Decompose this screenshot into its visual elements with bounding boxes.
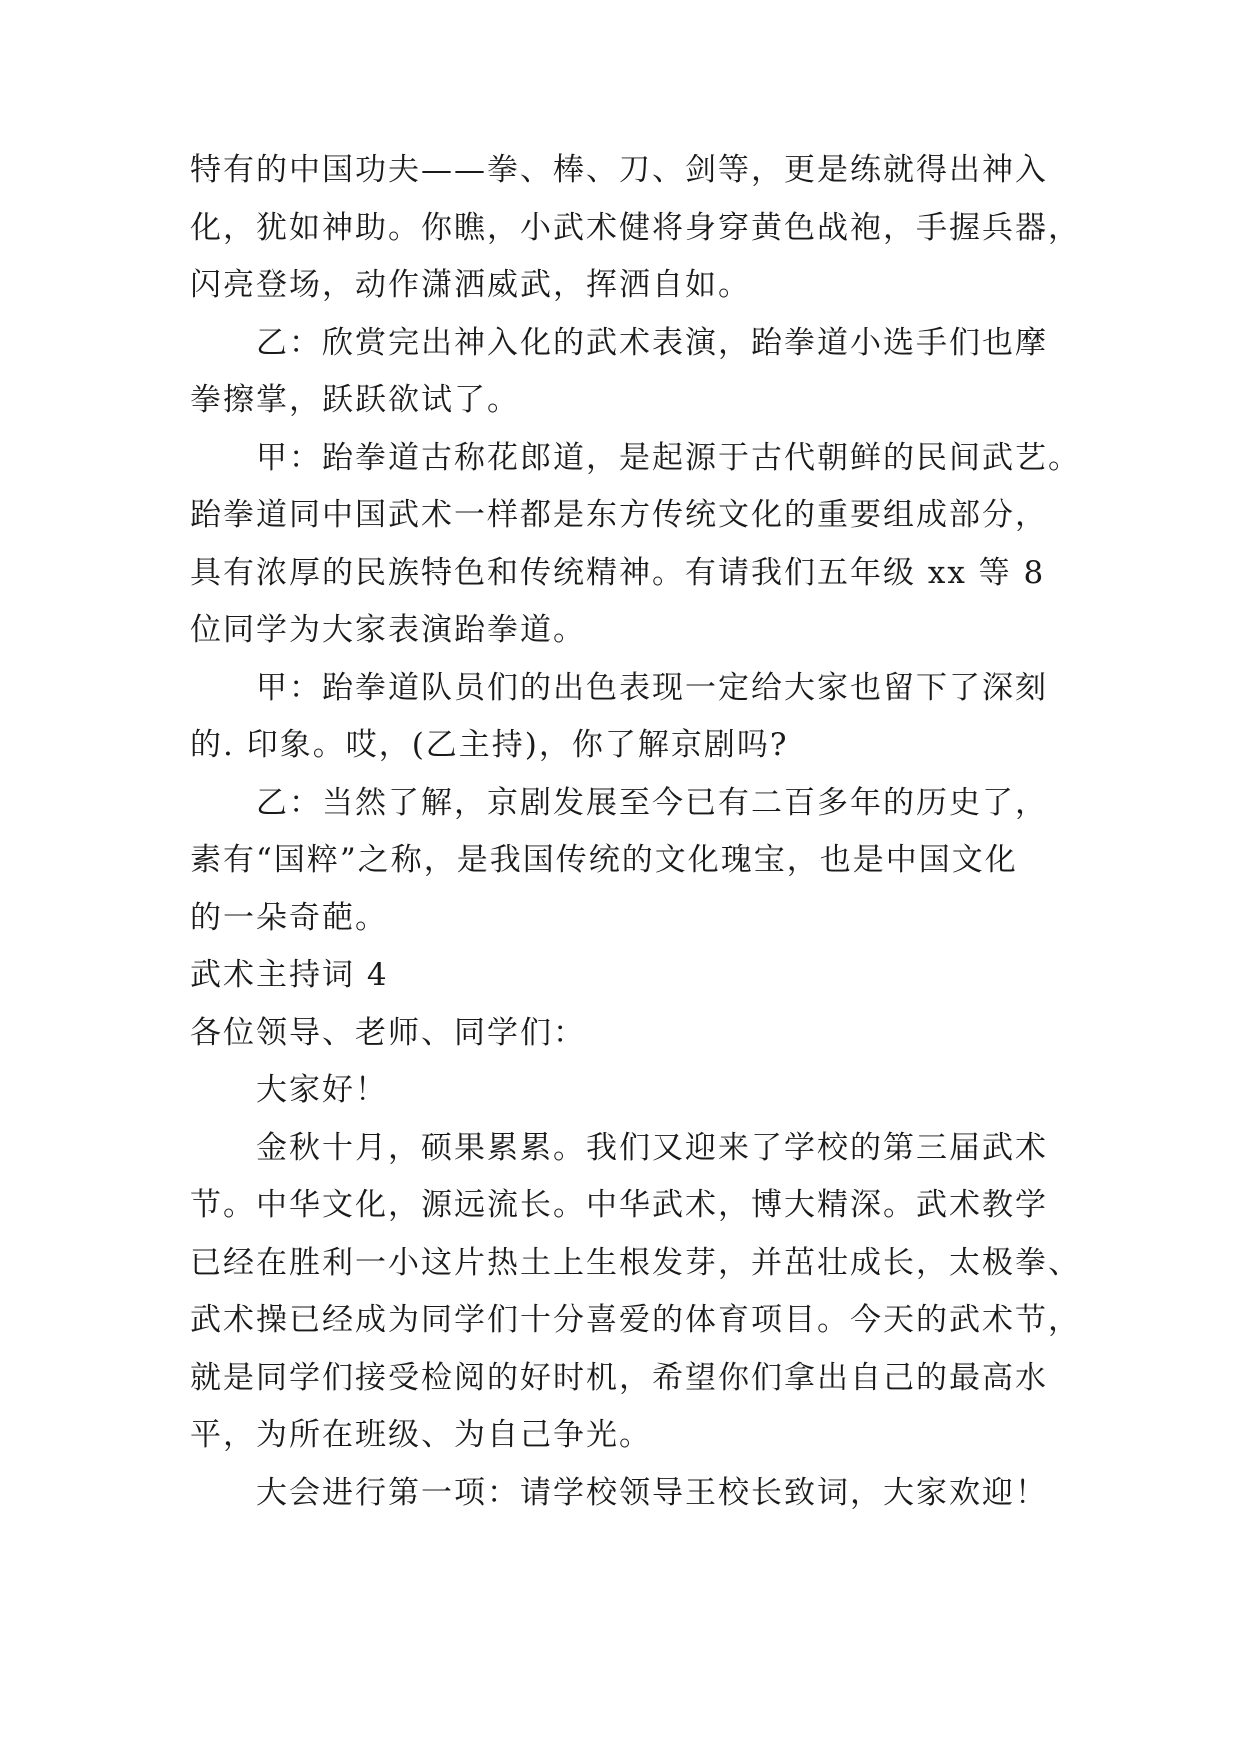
paragraph-line: 武术操已经成为同学们十分喜爱的体育项目。今天的武术节，	[190, 1302, 1081, 1338]
paragraph-line: 拳擦掌，跃跃欲试了。	[190, 382, 520, 418]
paragraph-line: 特有的中国功夫——拳、棒、刀、剑等，更是练就得出神入	[190, 152, 1048, 188]
paragraph-line: 甲：跆拳道队员们的出色表现一定给大家也留下了深刻	[256, 670, 1048, 706]
section-heading: 武术主持词 4	[190, 957, 389, 993]
paragraph-line: 乙：当然了解，京剧发展至今已有二百多年的历史了，	[256, 785, 1048, 821]
paragraph-line: 就是同学们接受检阅的好时机，希望你们拿出自己的最高水	[190, 1360, 1048, 1396]
greeting: 大家好！	[256, 1072, 388, 1108]
paragraph-line: 闪亮登场，动作潇洒威武，挥洒自如。	[190, 267, 751, 303]
paragraph-line: 已经在胜利一小这片热土上生根发芽，并茁壮成长，太极拳、	[190, 1245, 1081, 1281]
salutation: 各位领导、老师、同学们：	[190, 1015, 586, 1051]
paragraph-line: 平，为所在班级、为自己争光。	[190, 1417, 652, 1453]
paragraph-line: 具有浓厚的民族特色和传统精神。有请我们五年级 xx 等 8	[190, 555, 1046, 591]
paragraph-line: 的. 印象。哎，(乙主持)，你了解京剧吗?	[190, 727, 789, 763]
paragraph-line: 素有“国粹”之称，是我国传统的文化瑰宝，也是中国文化	[190, 842, 1018, 878]
paragraph-line: 甲：跆拳道古称花郎道，是起源于古代朝鲜的民间武艺。	[256, 440, 1081, 476]
paragraph-line: 节。中华文化，源远流长。中华武术，博大精深。武术教学	[190, 1187, 1048, 1223]
paragraph-line: 跆拳道同中国武术一样都是东方传统文化的重要组成部分，	[190, 497, 1048, 533]
paragraph-line: 乙：欣赏完出神入化的武术表演，跆拳道小选手们也摩	[256, 325, 1048, 361]
paragraph-line: 大会进行第一项：请学校领导王校长致词，大家欢迎！	[256, 1475, 1048, 1511]
paragraph-line: 的一朵奇葩。	[190, 900, 388, 936]
paragraph-line: 位同学为大家表演跆拳道。	[190, 612, 586, 648]
paragraph-line: 金秋十月，硕果累累。我们又迎来了学校的第三届武术	[256, 1130, 1048, 1166]
paragraph-line: 化，犹如神助。你瞧，小武术健将身穿黄色战袍，手握兵器，	[190, 210, 1081, 246]
